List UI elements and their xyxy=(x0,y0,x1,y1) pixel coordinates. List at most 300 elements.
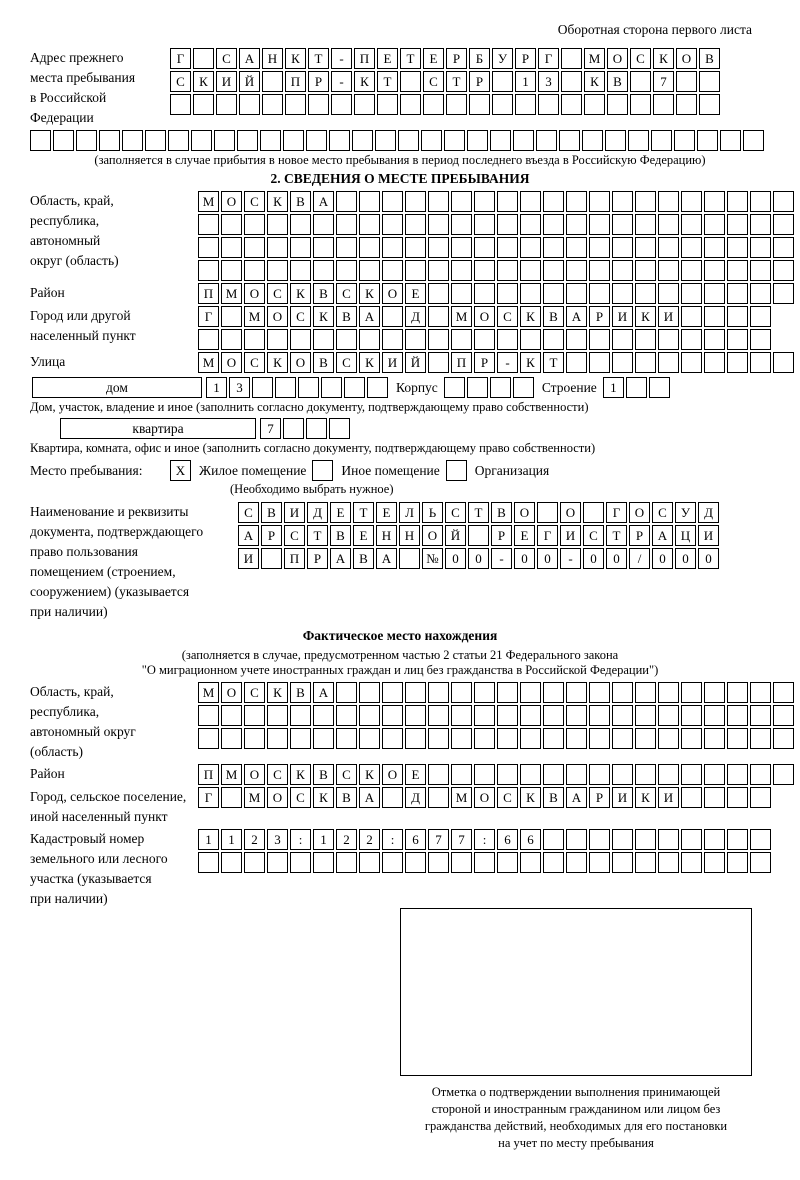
form-cell[interactable]: Е xyxy=(377,48,398,69)
form-cell[interactable] xyxy=(612,852,633,873)
form-cell[interactable] xyxy=(635,705,656,726)
form-cell[interactable]: 7 xyxy=(428,829,449,850)
form-cell[interactable] xyxy=(313,728,334,749)
form-cell[interactable] xyxy=(538,94,559,115)
form-cell[interactable]: А xyxy=(566,787,587,808)
form-cell[interactable] xyxy=(589,214,610,235)
form-cell[interactable] xyxy=(244,237,265,258)
form-cell[interactable] xyxy=(290,852,311,873)
form-cell[interactable] xyxy=(704,329,725,350)
form-cell[interactable] xyxy=(513,130,534,151)
form-cell[interactable] xyxy=(589,237,610,258)
form-cell[interactable]: И xyxy=(612,787,633,808)
form-cell[interactable] xyxy=(382,682,403,703)
form-cell[interactable]: С xyxy=(497,306,518,327)
form-cell[interactable] xyxy=(750,329,771,350)
form-cell[interactable] xyxy=(543,852,564,873)
form-cell[interactable] xyxy=(589,329,610,350)
form-cell[interactable]: 2 xyxy=(336,829,357,850)
form-cell[interactable]: 1 xyxy=(221,829,242,850)
form-cell[interactable] xyxy=(329,418,350,439)
form-cell[interactable] xyxy=(260,130,281,151)
form-cell[interactable] xyxy=(566,682,587,703)
form-cell[interactable] xyxy=(750,852,771,873)
form-cell[interactable] xyxy=(658,705,679,726)
form-cell[interactable] xyxy=(681,764,702,785)
form-cell[interactable] xyxy=(170,94,191,115)
form-cell[interactable] xyxy=(658,329,679,350)
form-cell[interactable] xyxy=(589,705,610,726)
form-cell[interactable] xyxy=(451,237,472,258)
form-cell[interactable] xyxy=(382,306,403,327)
form-cell[interactable] xyxy=(773,352,794,373)
form-cell[interactable] xyxy=(635,329,656,350)
form-cell[interactable] xyxy=(399,548,420,569)
form-cell[interactable] xyxy=(290,260,311,281)
form-cell[interactable] xyxy=(336,852,357,873)
form-cell[interactable] xyxy=(566,191,587,212)
form-cell[interactable]: - xyxy=(331,71,352,92)
form-cell[interactable] xyxy=(513,377,534,398)
form-cell[interactable] xyxy=(543,682,564,703)
form-cell[interactable]: И xyxy=(382,352,403,373)
form-cell[interactable] xyxy=(428,705,449,726)
form-cell[interactable] xyxy=(451,214,472,235)
form-cell[interactable] xyxy=(474,728,495,749)
form-cell[interactable] xyxy=(520,705,541,726)
form-cell[interactable]: К xyxy=(635,306,656,327)
form-cell[interactable]: Н xyxy=(376,525,397,546)
form-cell[interactable] xyxy=(290,728,311,749)
form-cell[interactable] xyxy=(589,191,610,212)
form-cell[interactable] xyxy=(331,94,352,115)
form-cell[interactable] xyxy=(261,548,282,569)
form-cell[interactable]: С xyxy=(336,352,357,373)
form-cell[interactable]: Ь xyxy=(422,502,443,523)
form-cell[interactable] xyxy=(285,94,306,115)
form-cell[interactable]: О xyxy=(382,764,403,785)
form-cell[interactable] xyxy=(497,191,518,212)
form-cell[interactable]: В xyxy=(491,502,512,523)
form-cell[interactable]: А xyxy=(238,525,259,546)
form-cell[interactable]: Д xyxy=(405,306,426,327)
form-cell[interactable] xyxy=(704,728,725,749)
form-cell[interactable] xyxy=(589,352,610,373)
form-cell[interactable]: О xyxy=(221,191,242,212)
form-cell[interactable] xyxy=(267,705,288,726)
form-cell[interactable] xyxy=(773,237,794,258)
form-cell[interactable] xyxy=(699,71,720,92)
form-cell[interactable] xyxy=(467,130,488,151)
form-cell[interactable] xyxy=(589,764,610,785)
form-cell[interactable] xyxy=(474,705,495,726)
form-cell[interactable] xyxy=(543,728,564,749)
form-cell[interactable]: М xyxy=(221,764,242,785)
form-cell[interactable]: Н xyxy=(262,48,283,69)
form-cell[interactable]: М xyxy=(198,191,219,212)
form-cell[interactable] xyxy=(382,728,403,749)
form-cell[interactable] xyxy=(628,130,649,151)
form-cell[interactable]: А xyxy=(239,48,260,69)
form-cell[interactable] xyxy=(382,260,403,281)
form-cell[interactable] xyxy=(492,71,513,92)
form-cell[interactable] xyxy=(681,306,702,327)
form-cell[interactable] xyxy=(566,764,587,785)
form-cell[interactable]: С xyxy=(336,283,357,304)
form-cell[interactable] xyxy=(451,283,472,304)
form-cell[interactable] xyxy=(428,764,449,785)
form-cell[interactable] xyxy=(612,237,633,258)
form-cell[interactable] xyxy=(400,71,421,92)
form-cell[interactable] xyxy=(359,260,380,281)
form-cell[interactable] xyxy=(676,71,697,92)
form-cell[interactable] xyxy=(497,682,518,703)
form-cell[interactable] xyxy=(99,130,120,151)
form-cell[interactable] xyxy=(704,705,725,726)
form-cell[interactable]: 1 xyxy=(515,71,536,92)
form-cell[interactable]: Р xyxy=(474,352,495,373)
form-cell[interactable]: И xyxy=(658,306,679,327)
form-cell[interactable]: Е xyxy=(405,764,426,785)
form-cell[interactable] xyxy=(589,829,610,850)
form-cell[interactable] xyxy=(681,787,702,808)
form-cell[interactable] xyxy=(474,260,495,281)
form-cell[interactable] xyxy=(275,377,296,398)
form-cell[interactable] xyxy=(451,728,472,749)
form-cell[interactable]: А xyxy=(330,548,351,569)
form-cell[interactable]: В xyxy=(313,283,334,304)
form-cell[interactable]: О xyxy=(244,283,265,304)
form-cell[interactable]: М xyxy=(244,306,265,327)
form-cell[interactable] xyxy=(681,283,702,304)
form-cell[interactable]: 0 xyxy=(675,548,696,569)
form-cell[interactable]: Т xyxy=(308,48,329,69)
form-cell[interactable]: Т xyxy=(606,525,627,546)
form-cell[interactable]: 6 xyxy=(405,829,426,850)
form-cell[interactable]: К xyxy=(313,306,334,327)
form-cell[interactable]: Р xyxy=(446,48,467,69)
form-cell[interactable]: О xyxy=(474,787,495,808)
form-cell[interactable] xyxy=(681,260,702,281)
form-cell[interactable]: Р xyxy=(629,525,650,546)
form-cell[interactable] xyxy=(313,705,334,726)
form-cell[interactable] xyxy=(704,191,725,212)
form-cell[interactable] xyxy=(515,94,536,115)
form-cell[interactable] xyxy=(336,260,357,281)
form-cell[interactable]: М xyxy=(198,682,219,703)
form-cell[interactable]: Р xyxy=(307,548,328,569)
form-cell[interactable] xyxy=(697,130,718,151)
form-cell[interactable] xyxy=(451,705,472,726)
form-cell[interactable] xyxy=(727,283,748,304)
form-cell[interactable] xyxy=(561,71,582,92)
form-cell[interactable] xyxy=(244,705,265,726)
form-cell[interactable]: 3 xyxy=(267,829,288,850)
form-cell[interactable] xyxy=(658,283,679,304)
form-cell[interactable] xyxy=(382,214,403,235)
form-cell[interactable] xyxy=(727,237,748,258)
form-cell[interactable] xyxy=(497,283,518,304)
form-cell[interactable]: - xyxy=(497,352,518,373)
form-cell[interactable] xyxy=(727,260,748,281)
form-cell[interactable]: П xyxy=(198,764,219,785)
form-cell[interactable] xyxy=(497,214,518,235)
form-cell[interactable]: А xyxy=(313,682,334,703)
form-cell[interactable] xyxy=(773,214,794,235)
form-cell[interactable]: 0 xyxy=(652,548,673,569)
form-cell[interactable] xyxy=(635,728,656,749)
form-cell[interactable]: К xyxy=(653,48,674,69)
form-cell[interactable]: № xyxy=(422,548,443,569)
form-cell[interactable]: Ц xyxy=(675,525,696,546)
form-cell[interactable] xyxy=(727,306,748,327)
form-cell[interactable] xyxy=(649,377,670,398)
form-cell[interactable] xyxy=(423,94,444,115)
form-cell[interactable] xyxy=(520,682,541,703)
form-cell[interactable]: 7 xyxy=(653,71,674,92)
form-cell[interactable] xyxy=(607,94,628,115)
form-cell[interactable] xyxy=(467,377,488,398)
form-cell[interactable] xyxy=(520,260,541,281)
form-cell[interactable] xyxy=(727,329,748,350)
form-cell[interactable]: Т xyxy=(543,352,564,373)
form-cell[interactable] xyxy=(191,130,212,151)
form-cell[interactable] xyxy=(750,764,771,785)
form-cell[interactable] xyxy=(704,682,725,703)
form-cell[interactable] xyxy=(543,764,564,785)
form-cell[interactable] xyxy=(405,214,426,235)
form-cell[interactable] xyxy=(244,260,265,281)
form-cell[interactable]: К xyxy=(290,283,311,304)
form-cell[interactable] xyxy=(543,260,564,281)
form-cell[interactable] xyxy=(605,130,626,151)
form-cell[interactable]: Д xyxy=(698,502,719,523)
form-cell[interactable] xyxy=(635,764,656,785)
form-cell[interactable] xyxy=(221,260,242,281)
form-cell[interactable] xyxy=(658,260,679,281)
form-cell[interactable]: Д xyxy=(307,502,328,523)
form-cell[interactable]: 3 xyxy=(538,71,559,92)
form-cell[interactable] xyxy=(352,130,373,151)
form-cell[interactable]: О xyxy=(290,352,311,373)
form-cell[interactable] xyxy=(589,283,610,304)
form-cell[interactable]: - xyxy=(491,548,512,569)
form-cell[interactable]: 6 xyxy=(497,829,518,850)
form-cell[interactable] xyxy=(773,191,794,212)
form-cell[interactable]: С xyxy=(170,71,191,92)
form-cell[interactable] xyxy=(750,191,771,212)
form-cell[interactable] xyxy=(451,191,472,212)
form-cell[interactable]: И xyxy=(284,502,305,523)
form-cell[interactable] xyxy=(451,260,472,281)
form-cell[interactable]: 0 xyxy=(514,548,535,569)
form-cell[interactable] xyxy=(267,329,288,350)
form-cell[interactable]: В xyxy=(336,306,357,327)
form-cell[interactable] xyxy=(359,852,380,873)
form-cell[interactable] xyxy=(681,191,702,212)
form-cell[interactable]: Е xyxy=(376,502,397,523)
form-cell[interactable] xyxy=(168,130,189,151)
form-cell[interactable] xyxy=(267,260,288,281)
form-cell[interactable] xyxy=(750,306,771,327)
form-cell[interactable] xyxy=(221,787,242,808)
form-cell[interactable] xyxy=(658,214,679,235)
form-cell[interactable]: Т xyxy=(353,502,374,523)
form-cell[interactable] xyxy=(474,764,495,785)
form-cell[interactable]: В xyxy=(290,682,311,703)
form-cell[interactable] xyxy=(658,191,679,212)
form-cell[interactable] xyxy=(267,728,288,749)
form-cell[interactable]: К xyxy=(290,764,311,785)
form-cell[interactable]: С xyxy=(244,191,265,212)
form-cell[interactable]: В xyxy=(607,71,628,92)
form-cell[interactable] xyxy=(474,682,495,703)
form-cell[interactable]: Т xyxy=(307,525,328,546)
form-cell[interactable]: Т xyxy=(468,502,489,523)
form-cell[interactable] xyxy=(122,130,143,151)
form-cell[interactable] xyxy=(306,130,327,151)
form-cell[interactable] xyxy=(221,306,242,327)
checkbox-inoe[interactable] xyxy=(312,460,333,481)
form-cell[interactable] xyxy=(290,237,311,258)
form-cell[interactable] xyxy=(727,787,748,808)
form-cell[interactable]: С xyxy=(423,71,444,92)
form-cell[interactable] xyxy=(298,377,319,398)
form-cell[interactable]: К xyxy=(313,787,334,808)
form-cell[interactable] xyxy=(193,48,214,69)
form-cell[interactable]: О xyxy=(514,502,535,523)
form-cell[interactable] xyxy=(382,329,403,350)
form-cell[interactable] xyxy=(198,728,219,749)
form-cell[interactable] xyxy=(681,237,702,258)
form-cell[interactable] xyxy=(566,705,587,726)
form-cell[interactable] xyxy=(497,764,518,785)
form-cell[interactable] xyxy=(635,352,656,373)
form-cell[interactable] xyxy=(354,94,375,115)
form-cell[interactable]: 0 xyxy=(468,548,489,569)
form-cell[interactable] xyxy=(53,130,74,151)
form-cell[interactable]: 3 xyxy=(229,377,250,398)
form-cell[interactable] xyxy=(674,130,695,151)
form-cell[interactable]: Г xyxy=(198,787,219,808)
form-cell[interactable] xyxy=(559,130,580,151)
form-cell[interactable]: П xyxy=(284,548,305,569)
form-cell[interactable]: Й xyxy=(239,71,260,92)
form-cell[interactable] xyxy=(313,852,334,873)
form-cell[interactable]: И xyxy=(612,306,633,327)
form-cell[interactable] xyxy=(626,377,647,398)
form-cell[interactable]: 0 xyxy=(537,548,558,569)
form-cell[interactable]: 7 xyxy=(451,829,472,850)
form-cell[interactable] xyxy=(704,352,725,373)
form-cell[interactable] xyxy=(313,214,334,235)
form-cell[interactable] xyxy=(336,728,357,749)
form-cell[interactable] xyxy=(405,329,426,350)
form-cell[interactable]: А xyxy=(566,306,587,327)
form-cell[interactable] xyxy=(497,852,518,873)
form-cell[interactable]: Т xyxy=(400,48,421,69)
form-cell[interactable] xyxy=(428,283,449,304)
form-cell[interactable] xyxy=(244,214,265,235)
form-cell[interactable]: А xyxy=(359,787,380,808)
form-cell[interactable] xyxy=(428,728,449,749)
form-cell[interactable]: А xyxy=(652,525,673,546)
form-cell[interactable] xyxy=(382,787,403,808)
form-cell[interactable] xyxy=(750,682,771,703)
form-cell[interactable] xyxy=(359,329,380,350)
form-cell[interactable]: Р xyxy=(491,525,512,546)
form-cell[interactable]: Е xyxy=(423,48,444,69)
form-cell[interactable] xyxy=(658,728,679,749)
form-cell[interactable] xyxy=(451,852,472,873)
form-cell[interactable] xyxy=(651,130,672,151)
form-cell[interactable]: 1 xyxy=(198,829,219,850)
form-cell[interactable]: И xyxy=(238,548,259,569)
form-cell[interactable]: Е xyxy=(330,502,351,523)
form-cell[interactable] xyxy=(474,329,495,350)
form-cell[interactable]: О xyxy=(474,306,495,327)
form-cell[interactable] xyxy=(704,237,725,258)
form-cell[interactable] xyxy=(543,214,564,235)
form-cell[interactable]: И xyxy=(698,525,719,546)
form-cell[interactable] xyxy=(428,852,449,873)
form-cell[interactable]: Г xyxy=(170,48,191,69)
form-cell[interactable] xyxy=(382,237,403,258)
form-cell[interactable] xyxy=(497,260,518,281)
form-cell[interactable]: В xyxy=(313,352,334,373)
form-cell[interactable]: Е xyxy=(514,525,535,546)
form-cell[interactable] xyxy=(750,705,771,726)
form-cell[interactable] xyxy=(704,852,725,873)
form-cell[interactable] xyxy=(474,283,495,304)
form-cell[interactable]: О xyxy=(221,352,242,373)
form-cell[interactable] xyxy=(543,283,564,304)
form-cell[interactable] xyxy=(451,329,472,350)
form-cell[interactable]: Е xyxy=(405,283,426,304)
form-cell[interactable] xyxy=(221,214,242,235)
form-cell[interactable] xyxy=(428,260,449,281)
form-cell[interactable] xyxy=(589,260,610,281)
form-cell[interactable] xyxy=(658,764,679,785)
checkbox-zhiloe[interactable]: Х xyxy=(170,460,191,481)
form-cell[interactable] xyxy=(520,191,541,212)
form-cell[interactable]: Г xyxy=(606,502,627,523)
form-cell[interactable] xyxy=(727,191,748,212)
form-cell[interactable] xyxy=(497,237,518,258)
form-cell[interactable] xyxy=(428,237,449,258)
form-cell[interactable]: С xyxy=(244,682,265,703)
form-cell[interactable] xyxy=(451,764,472,785)
form-cell[interactable]: А xyxy=(376,548,397,569)
form-cell[interactable]: 2 xyxy=(359,829,380,850)
form-cell[interactable]: 0 xyxy=(698,548,719,569)
form-cell[interactable] xyxy=(727,829,748,850)
form-cell[interactable]: Р xyxy=(589,787,610,808)
form-cell[interactable]: И xyxy=(216,71,237,92)
form-cell[interactable] xyxy=(221,852,242,873)
form-cell[interactable]: М xyxy=(244,787,265,808)
form-cell[interactable] xyxy=(536,130,557,151)
form-cell[interactable] xyxy=(635,214,656,235)
form-cell[interactable] xyxy=(344,377,365,398)
form-cell[interactable] xyxy=(474,191,495,212)
form-cell[interactable] xyxy=(704,306,725,327)
form-cell[interactable]: О xyxy=(267,787,288,808)
form-cell[interactable]: - xyxy=(560,548,581,569)
form-cell[interactable] xyxy=(446,94,467,115)
form-cell[interactable] xyxy=(382,705,403,726)
form-cell[interactable] xyxy=(497,329,518,350)
